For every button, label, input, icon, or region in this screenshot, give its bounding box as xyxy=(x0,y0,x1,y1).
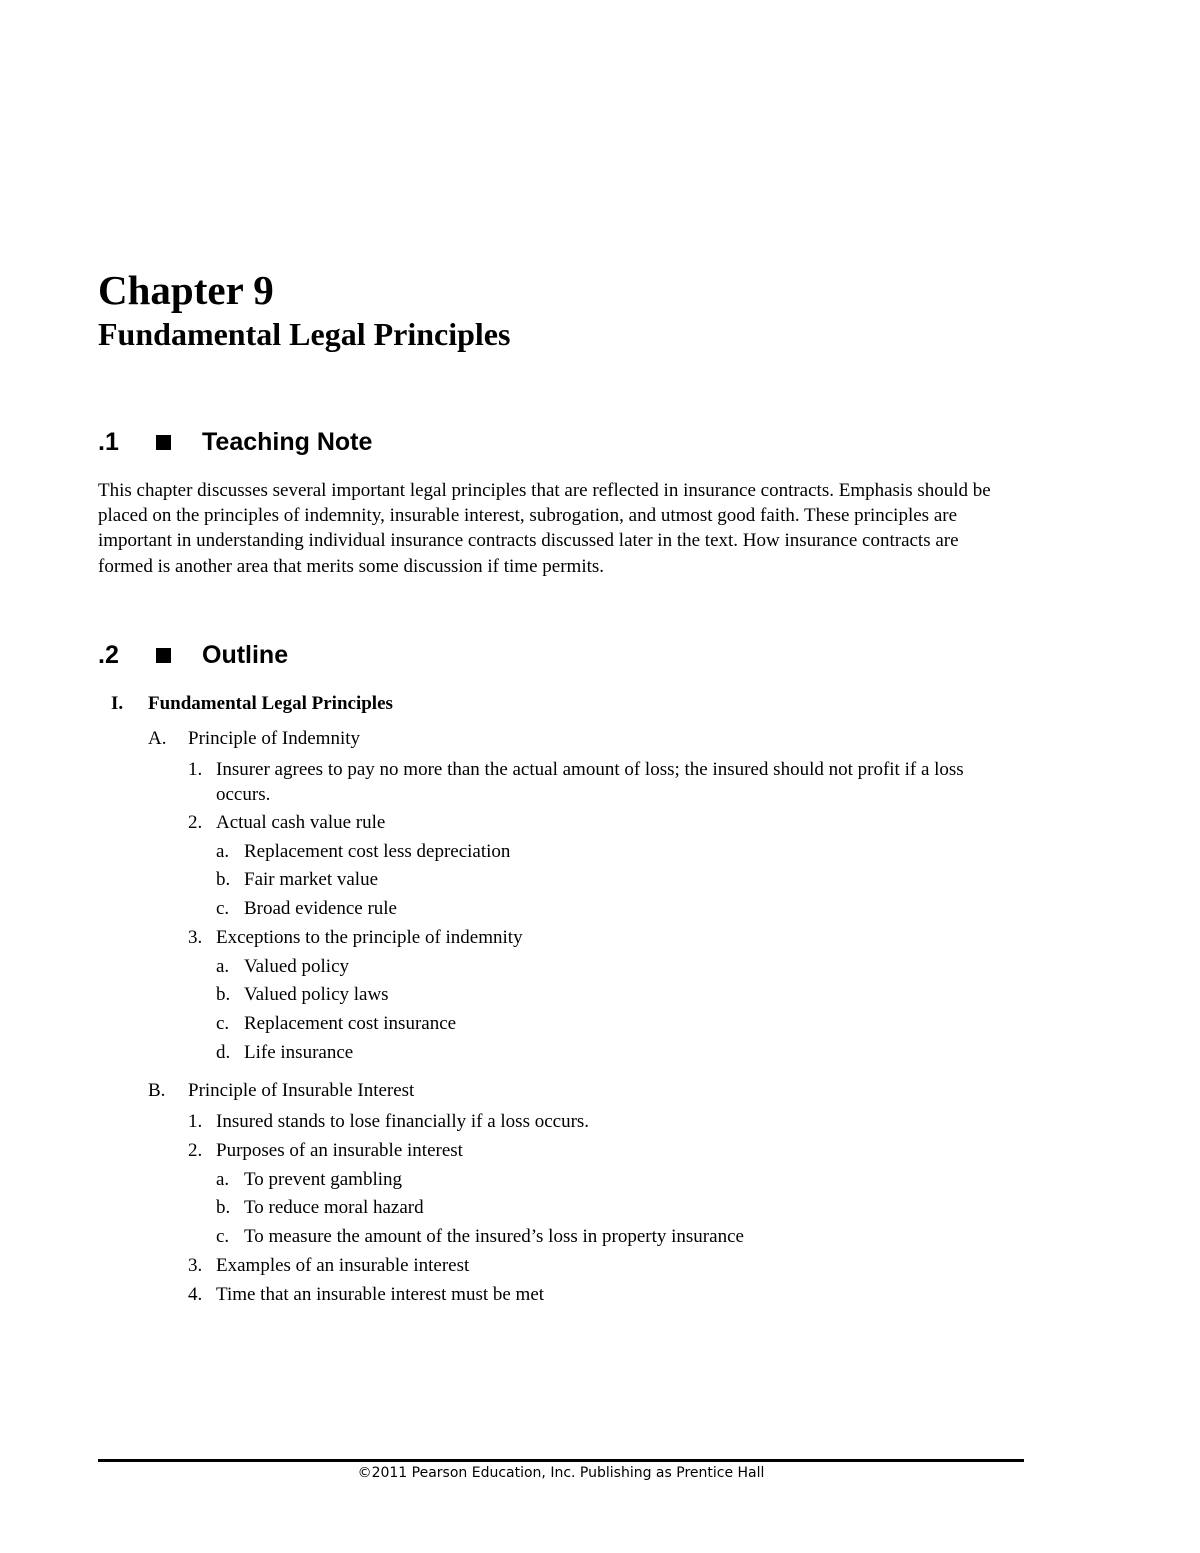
section-number: .2 xyxy=(98,641,119,669)
outline-text: To reduce moral hazard xyxy=(244,1197,424,1218)
square-bullet-icon xyxy=(156,435,171,450)
outline-marker: 4. xyxy=(188,1284,203,1305)
outline-marker: c. xyxy=(216,1226,230,1247)
outline-text: Life insurance xyxy=(244,1042,354,1063)
outline-marker: 3. xyxy=(188,1255,203,1276)
outline-text: Valued policy laws xyxy=(244,984,389,1005)
section-title: Teaching Note xyxy=(202,428,373,456)
outline-marker: c. xyxy=(216,898,230,919)
footer-copyright: ©2011 Pearson Education, Inc. Publishing as Prentice Hall xyxy=(357,1465,765,1481)
outline-marker: 1. xyxy=(188,1111,203,1132)
outline-marker: 3. xyxy=(188,927,203,948)
outline-marker: a. xyxy=(216,1169,230,1190)
outline-text: Fundamental Legal Principles xyxy=(148,693,393,714)
footer-divider xyxy=(98,1459,1024,1462)
outline-text: Insurer agrees to pay no more than the actual amount of loss; the insured should not profit if a loss occurs. xyxy=(216,759,964,805)
outline-text: Replacement cost less depreciation xyxy=(244,841,511,862)
outline-marker: a. xyxy=(216,841,230,862)
chapter-title: Chapter 9 xyxy=(98,267,274,313)
outline-marker: a. xyxy=(216,956,230,977)
outline-marker: I. xyxy=(111,693,124,714)
outline-marker: c. xyxy=(216,1013,230,1034)
outline-text: Examples of an insurable interest xyxy=(216,1255,470,1276)
section-title: Outline xyxy=(202,641,289,669)
section-number: .1 xyxy=(98,428,119,456)
outline-text: Principle of Indemnity xyxy=(188,728,361,749)
chapter-subtitle: Fundamental Legal Principles xyxy=(98,316,511,352)
outline-text: Valued policy xyxy=(244,956,350,977)
outline-text: Exceptions to the principle of indemnity xyxy=(216,927,523,948)
outline-marker: B. xyxy=(148,1080,166,1101)
outline-text: Broad evidence rule xyxy=(244,898,397,919)
outline-marker: 1. xyxy=(188,759,203,780)
outline-text: To prevent gambling xyxy=(244,1169,403,1190)
outline-marker: 2. xyxy=(188,812,203,833)
outline-marker: 2. xyxy=(188,1140,203,1161)
outline-text: Insured stands to lose financially if a loss occurs. xyxy=(216,1111,590,1132)
outline-text: Principle of Insurable Interest xyxy=(188,1080,415,1101)
outline-marker: b. xyxy=(216,869,231,890)
outline-text: Time that an insurable interest must be met xyxy=(216,1284,545,1305)
outline-marker: b. xyxy=(216,1197,231,1218)
outline-text: Fair market value xyxy=(244,869,379,890)
outline-text: Actual cash value rule xyxy=(216,812,386,833)
outline-text: To measure the amount of the insured’s loss in property insurance xyxy=(244,1226,744,1247)
outline-marker: b. xyxy=(216,984,231,1005)
outline-text: Replacement cost insurance xyxy=(244,1013,457,1034)
outline-marker: A. xyxy=(148,728,167,749)
square-bullet-icon xyxy=(156,648,171,663)
outline-text: Purposes of an insurable interest xyxy=(216,1140,463,1161)
outline-marker: d. xyxy=(216,1042,231,1063)
teaching-note-paragraph: This chapter discusses several important legal principles that are reflected in insurance contracts. Emphasis should be placed on the principles of indemnity, insurable interest, subrogation, and utmost good faith. These principles are important in understanding individual insurance contracts discussed later in the text. How insurance contracts are formed is another area that merits some discussion if time permits. xyxy=(98,480,991,577)
